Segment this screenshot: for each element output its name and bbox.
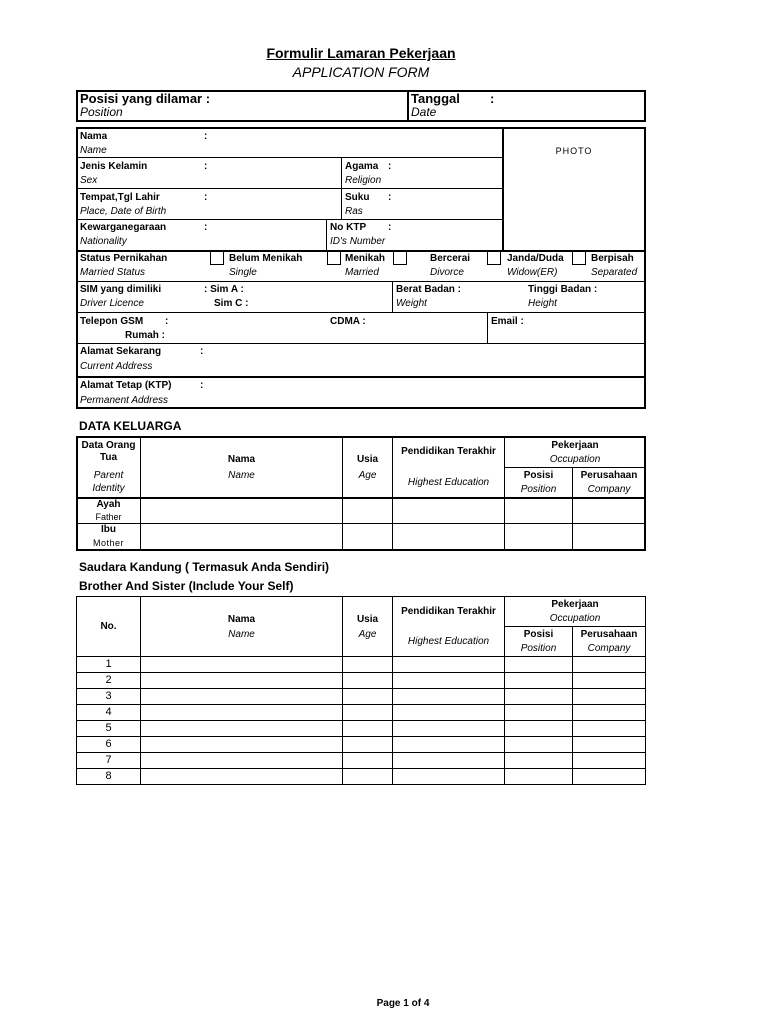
no-ktp-colon: : <box>388 222 392 233</box>
agama-label: Agama <box>345 161 379 172</box>
jenis-kelamin-label: Jenis Kelamin <box>80 161 148 172</box>
siblings-heading: Saudara Kandung ( Termasuk Anda Sendiri) <box>79 560 330 574</box>
sibling-row-number: 8 <box>105 770 112 782</box>
berat-label-en: Weight <box>396 298 427 309</box>
siblings-col-pendidikan-en: Highest Education <box>407 636 490 647</box>
divorce-label: Divorce <box>430 267 464 278</box>
siblings-col-no: No. <box>100 621 117 632</box>
suku-label: Suku <box>345 192 370 203</box>
nama-colon: : <box>204 131 208 142</box>
family-col-nama-en: Name <box>228 470 255 481</box>
siblings-heading-en: Brother And Sister (Include Your Self) <box>79 579 294 593</box>
single-label: Single <box>229 267 257 278</box>
kewarganegaraan-colon: : <box>204 222 208 233</box>
alamat-tetap-label-en: Permanent Address <box>80 395 169 406</box>
ttl-label-en: Place, Date of Birth <box>80 206 167 217</box>
sim-a-label: : Sim A : <box>204 284 244 295</box>
nama-label: Nama <box>80 131 108 142</box>
siblings-col-usia: Usia <box>356 614 379 625</box>
family-col-usia-en: Age <box>358 470 377 481</box>
married-checkbox[interactable] <box>327 251 341 265</box>
widow-label: Widow(ER) <box>507 267 558 278</box>
no-ktp-label: No KTP <box>330 222 367 233</box>
kewarganegaraan-label: Kewarganegaraan <box>80 222 167 233</box>
jenis-kelamin-label-en: Sex <box>80 175 98 186</box>
status-label-en: Married Status <box>80 267 146 278</box>
siblings-col-posisi: Posisi <box>523 629 554 640</box>
sibling-row-number: 2 <box>105 674 112 686</box>
belum-menikah-label: Belum Menikah <box>229 253 303 264</box>
divorce-checkbox[interactable] <box>393 251 407 265</box>
family-col-pekerjaan: Pekerjaan <box>551 440 599 451</box>
family-col-usia: Usia <box>356 454 379 465</box>
agama-label-en: Religion <box>345 175 382 186</box>
position-label-en: Position <box>80 105 123 119</box>
jenis-kelamin-colon: : <box>204 161 208 172</box>
telepon-colon: : <box>165 316 169 327</box>
siblings-col-pendidikan: Pendidikan Terakhir <box>401 606 496 617</box>
alamat-sekarang-colon: : <box>200 346 204 357</box>
widow-checkbox[interactable] <box>487 251 501 265</box>
siblings-col-perusahaan-en: Company <box>587 643 631 654</box>
family-row-ibu: Ibu <box>101 524 116 535</box>
family-col-parent-text: Data Orang Tua <box>81 440 136 463</box>
family-row-ayah: Ayah <box>96 499 121 510</box>
berpisah-label: Berpisah <box>591 253 634 264</box>
status-label: Status Pernikahan <box>80 253 168 264</box>
berat-label: Berat Badan : <box>396 284 462 295</box>
siblings-col-nama: Nama <box>227 614 256 625</box>
family-row-father: Father <box>95 512 122 522</box>
menikah-label: Menikah <box>345 253 386 264</box>
separated-checkbox[interactable] <box>572 251 586 265</box>
email-label: Email : <box>491 316 524 327</box>
sibling-row-number: 6 <box>105 738 112 750</box>
siblings-col-pekerjaan: Pekerjaan <box>551 599 599 610</box>
sibling-row-number: 3 <box>105 690 112 702</box>
family-col-pekerjaan-en: Occupation <box>549 454 601 465</box>
kewarganegaraan-label-en: Nationality <box>80 236 127 247</box>
sibling-row-number: 4 <box>105 706 112 718</box>
siblings-col-usia-en: Age <box>358 629 377 640</box>
ttl-label: Tempat,Tgl Lahir <box>80 192 160 203</box>
family-col-parent-en1: Parent <box>93 470 124 481</box>
suku-label-en: Ras <box>345 206 363 217</box>
alamat-tetap-colon: : <box>200 380 204 391</box>
siblings-col-nama-en: Name <box>228 629 255 640</box>
single-checkbox[interactable] <box>210 251 224 265</box>
cdma-label: CDMA : <box>330 316 366 327</box>
sibling-row-number: 1 <box>105 658 112 670</box>
rumah-label: Rumah : <box>125 330 165 341</box>
sim-label-en: Driver Licence <box>80 298 144 309</box>
family-heading: DATA KELUARGA <box>79 419 182 433</box>
ttl-colon: : <box>204 192 208 203</box>
no-ktp-label-en: ID's Number <box>330 236 386 247</box>
sibling-row-number: 7 <box>105 754 112 766</box>
sim-label: SIM yang dimiliki <box>80 284 162 295</box>
family-col-parent-en <box>77 468 140 496</box>
siblings-col-perusahaan: Perusahaan <box>580 629 638 640</box>
date-colon: : <box>490 91 495 106</box>
tinggi-label: Tinggi Badan : <box>528 284 598 295</box>
date-label: Tanggal <box>411 91 460 106</box>
nama-label-en: Name <box>80 145 107 156</box>
family-col-posisi: Posisi <box>523 470 554 481</box>
suku-colon: : <box>388 192 392 203</box>
position-label: Posisi yang dilamar : <box>80 91 211 106</box>
family-col-posisi-en: Position <box>520 484 557 495</box>
alamat-sekarang-label-en: Current Address <box>80 361 153 372</box>
page-number: Page 1 of 4 <box>376 998 430 1009</box>
married-label: Married <box>345 267 379 278</box>
family-col-nama: Nama <box>227 454 256 465</box>
siblings-col-pekerjaan-en: Occupation <box>549 613 601 624</box>
bercerai-label: Bercerai <box>430 253 471 264</box>
sim-c-label: Sim C : <box>214 298 249 309</box>
family-row-mother: Mother <box>92 538 124 548</box>
photo-placeholder: PHOTO <box>555 146 593 156</box>
family-col-perusahaan-en: Company <box>587 484 631 495</box>
family-col-parent-en2: Identity <box>92 483 125 494</box>
date-label-en: Date <box>411 105 437 119</box>
family-col-pendidikan-en: Highest Education <box>407 477 490 488</box>
sibling-row-number: 5 <box>105 722 112 734</box>
form-subtitle: APPLICATION FORM <box>292 64 430 80</box>
agama-colon: : <box>388 161 392 172</box>
alamat-sekarang-label: Alamat Sekarang <box>80 346 162 357</box>
janda-duda-label: Janda/Duda <box>507 253 564 264</box>
family-col-perusahaan: Perusahaan <box>580 470 638 481</box>
telepon-label: Telepon GSM <box>80 316 144 327</box>
alamat-tetap-label: Alamat Tetap (KTP) <box>80 380 172 391</box>
tinggi-label-en: Height <box>528 298 557 309</box>
family-col-parent <box>77 438 140 466</box>
form-title: Formulir Lamaran Pekerjaan <box>266 45 456 61</box>
siblings-col-posisi-en: Position <box>520 643 557 654</box>
separated-label: Separated <box>591 267 638 278</box>
family-col-pendidikan: Pendidikan Terakhir <box>401 446 496 457</box>
